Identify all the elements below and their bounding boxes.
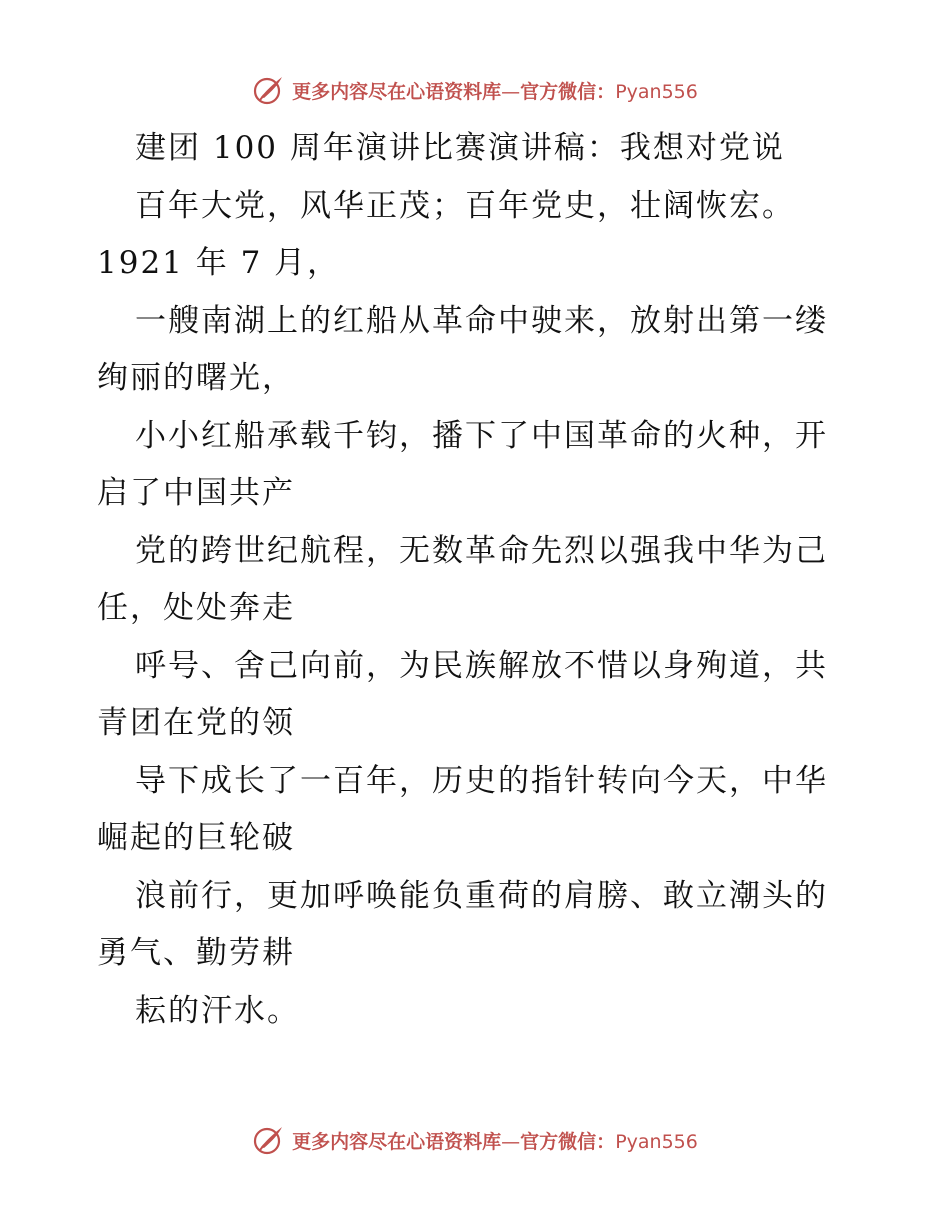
text-line: 百年大党，风华正茂；百年党史，壮阔恢宏。 (135, 187, 795, 224)
text-line: 呼号、舍己向前，为民族解放不惜以身殉道，共 (135, 647, 828, 684)
banner-text (292, 77, 698, 104)
text-line: 耘的汗水。 (135, 992, 300, 1029)
banner-separator: — (501, 1130, 521, 1153)
text-line: 崛起的巨轮破 (97, 820, 295, 856)
footer-banner (0, 1120, 950, 1160)
quill-pen-logo-icon (252, 1123, 286, 1157)
document-body (97, 120, 857, 1040)
quill-pen-logo-icon (252, 73, 286, 107)
document-title: 建团 100 周年演讲比赛演讲稿：我想对党说 (135, 130, 785, 166)
text-line: 1921 年 7 月， (97, 245, 341, 281)
text-line: 党的跨世纪航程，无数革命先烈以强我中华为己 (135, 532, 828, 569)
header-banner (0, 70, 950, 110)
banner-main-text: 更多内容尽在心语资料库 (292, 80, 502, 103)
text-line: 启了中国共产 (97, 475, 295, 511)
banner-separator: — (501, 80, 521, 103)
text-line: 绚丽的曙光， (97, 360, 295, 396)
banner-text (292, 1127, 698, 1154)
text-line: 小小红船承载千钧，播下了中国革命的火种，开 (135, 417, 828, 454)
banner-sub-text: 官方微信： (520, 1130, 616, 1153)
banner-account: Pyan556 (615, 80, 698, 103)
banner-main-text: 更多内容尽在心语资料库 (292, 1130, 502, 1153)
text-line: 勇气、勤劳耕 (97, 935, 295, 971)
banner-sub-text: 官方微信： (520, 80, 616, 103)
banner-account: Pyan556 (615, 1130, 698, 1153)
text-line: 任，处处奔走 (97, 590, 295, 626)
text-line: 青团在党的领 (97, 705, 295, 741)
text-line: 导下成长了一百年，历史的指针转向今天，中华 (135, 762, 828, 799)
text-line: 一艘南湖上的红船从革命中驶来，放射出第一缕 (135, 302, 828, 339)
text-line: 浪前行，更加呼唤能负重荷的肩膀、敢立潮头的 (135, 877, 828, 914)
